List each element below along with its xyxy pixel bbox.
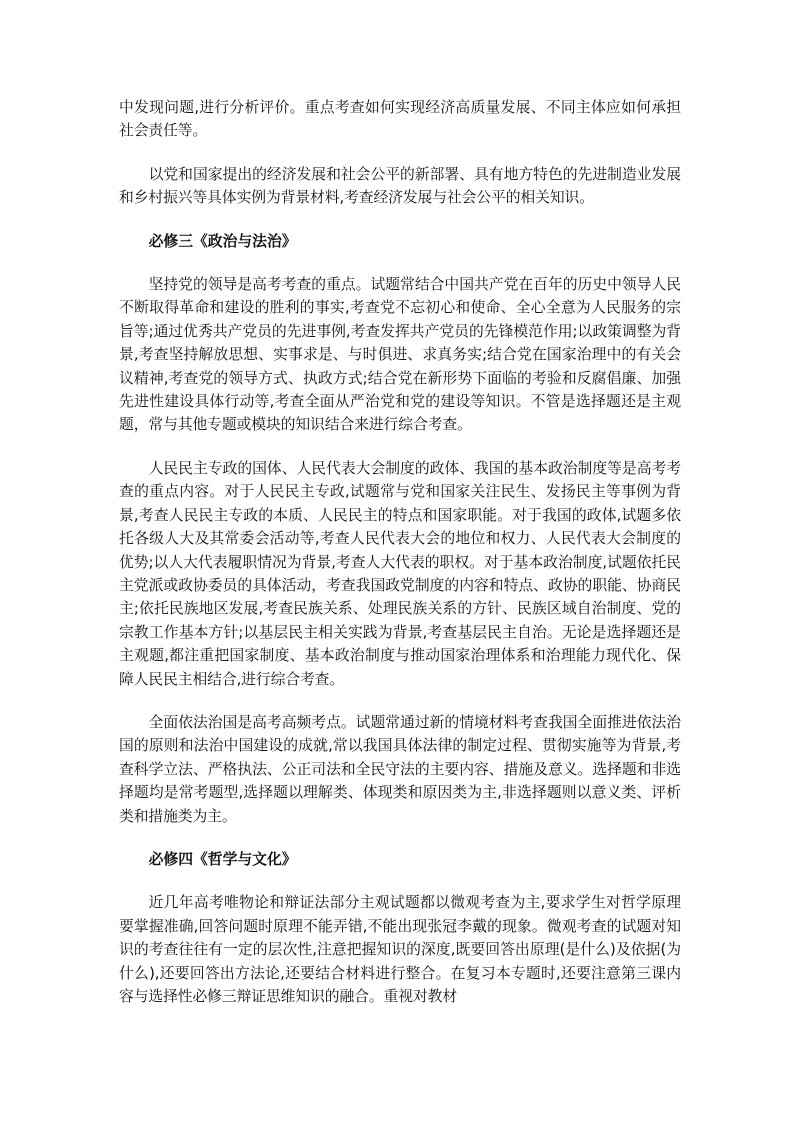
paragraph-rule-of-law: 全面依法治国是高考高频考点。试题常通过新的情境材料考查我国全面推进依法治国的原则和法治中国建设的成就,常以我国具体法律的制定过程、贯彻实施等为背景,考查科学立法、严格执法、公正司法和全民守法的主要内容、措施及意义。选择题和非选择题均是常考题型,选择题以理解类、体现类和原因类为主,非选择题则以意义类、评析类和措施类为主。 <box>119 713 681 825</box>
paragraph-party-leadership: 坚持党的领导是高考考查的重点。试题常结合中国共产党在百年的历史中领导人民不断取得革命和建设的胜利的事实,考查党不忘初心和使命、全心全意为人民服务的宗旨等;通过优秀共产党员的先进事例,考查发挥共产党员的先锋模范作用;以政策调整为背景,考查坚持解放思想、实事求是、与时俱进、求真务实;结合党在国家治理中的有关会议精神,考查党的领导方式、执政方式;结合党在新形势下面临的考验和反腐倡廉、加强先进性建设具体行动等,考查全面从严治党和党的建设等知识。不管是选择题还是主观题，常与其他专题或模块的知识结合来进行综合考查。 <box>119 276 681 434</box>
paragraph-economic-development: 以党和国家提出的经济发展和社会公平的新部署、具有地方特色的先进制造业发展和乡村振兴等具体实例为背景材料,考查经济发展与社会公平的相关知识。 <box>119 165 681 207</box>
paragraph-peoples-democracy: 人民民主专政的国体、人民代表大会制度的政体、我国的基本政治制度等是高考考查的重点内容。对于人民民主专政,试题常与党和国家关注民生、发扬民主等事例为背景,考查人民民主专政的本质、人民民主的特点和国家职能。对于我国的政体,试题多依托各级人大及其常委会活动等,考查人民代表大会的地位和权力、人民代表大会制度的优势;以人大代表履职情况为背景,考查人大代表的职权。对于基本政治制度,试题依托民主党派或政协委员的具体活动，考查我国政党制度的内容和特点、政协的职能、协商民主;依托民族地区发展,考查民族关系、处理民族关系的方针、民族区域自治制度、党的宗教工作基本方针;以基层民主相关实践为背景,考查基层民主自治。无论是选择题还是主观题,都注重把国家制度、基本政治制度与推动国家治理体系和治理能力现代化、保障人民民主相结合,进行综合考查。 <box>119 459 681 688</box>
paragraph-philosophy: 近几年高考唯物论和辩证法部分主观试题都以微观考查为主,要求学生对哲学原理要掌握准确,回答问题时原理不能弄错,不能出现张冠李戴的现象。微观考查的试题对知识的考查往往有一定的层次性,注意把握知识的深度,既要回答出原理(是什么)及依据(为什么),还要回答出方法论,还要结合材料进行整合。在复习本专题时,还要注意第三课内容与选择性必修三辩证思维知识的融合。重视对教材 <box>119 894 681 1005</box>
document-page <box>119 96 681 1028</box>
paragraph-continuation: 中发现问题,进行分析评价。重点考查如何实现经济高质量发展、不同主体应如何承担社会责任等。 <box>119 99 681 140</box>
section-heading-philosophy-culture: 必修四《哲学与文化》 <box>148 850 297 868</box>
section-heading-politics-law: 必修三《政治与法治》 <box>148 232 297 250</box>
